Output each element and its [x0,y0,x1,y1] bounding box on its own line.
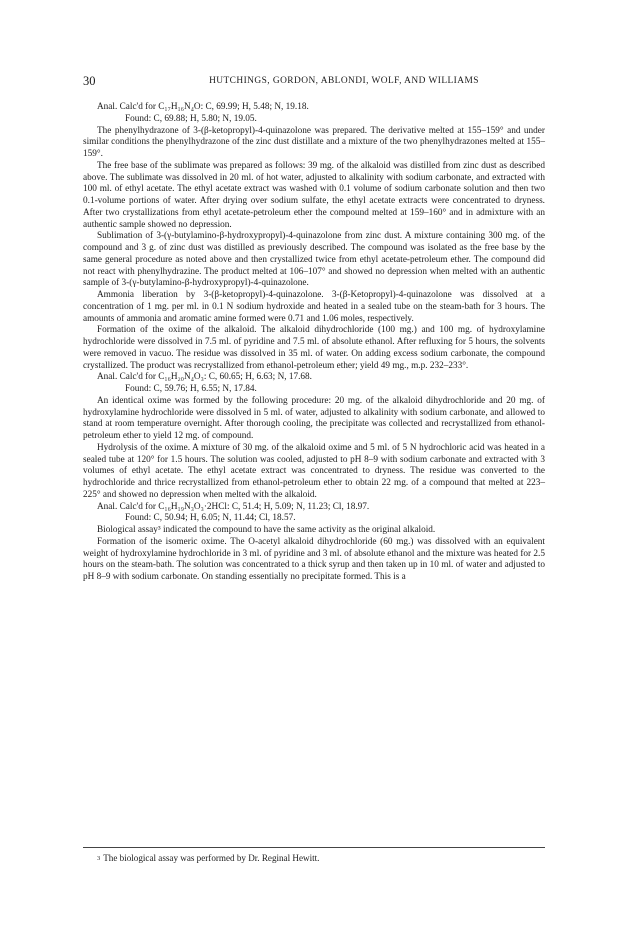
paragraph: Ammonia liberation by 3-(β-ketopropyl)-4-quinazolone. 3-(β-Ketopropyl)-4-quinazolone was dissolved at a concentration of 1 mg. per ml. in 0.1 N sodium hydroxide and heated in a sealed tube on the steam-bath for 3 hours. The amounts of ammonia and aromatic amine formed were 0.71 and 1.06 moles, respectively. [83,290,545,324]
paragraph: Hydrolysis of the oxime. A mixture of 30 mg. of the alkaloid oxime and 5 ml. of 5 N hydrochloric acid was heated in a sealed tube at 120° for 1.5 hours. The solution was cooled, adjusted to pH 8–9 with sodium carbonate and extracted with 3 volumes of ethyl acetate. The ethyl acetate extract was concentrated to dryness. The residue was converted to the hydrochloride and thrice recrystallized from ethanol-petroleum ether to obtain 22 mg. of a compound that melted at 223–225° and showed no depression when melted with the alkaloid. [83,442,545,500]
paragraph: The free base of the sublimate was prepared as follows: 39 mg. of the alkaloid was distilled from zinc dust as described above. The sublimate was dissolved in 20 ml. of hot water, adjusted to alkalinity with sodium carbonate, and extracted with 100 ml. of ethyl acetate. The ethyl acetate extract was washed with 0.1 volume of sodium carbonate solution and then two 0.1-volume portions of water. After drying over sodium sulfate, the ethyl acetate extracts were concentrated to dryness. After two crystallizations from ethyl acetate-petroleum ether the compound melted at 159–160° and in admixture with an authentic sample showed no depression. [83,160,545,230]
paragraph: Anal. Calc'd for C₁₇H₁₆N₄O: C, 69.99; H, 5.48; N, 19.18. [97,102,309,112]
page-header [83,74,545,88]
paragraph: Found: C, 69.88; H, 5.80; N, 19.05. [125,113,257,124]
page-number: 30 [83,74,96,88]
footnote-mark: 3 [97,855,101,862]
paragraph: Biological assay³ indicated the compound to have the same activity as the original alkaloid. [97,525,436,535]
paragraph: Found: C, 50.94; H, 6.05; N, 11.44; Cl, 18.57. [125,513,296,524]
paragraph: Anal. Calc'd for C₁₆H₁₉N₃O₃·2HCl: C, 51.4; H, 5.09; N, 11.23; Cl, 18.97. [97,501,370,512]
footnote-divider [83,847,545,848]
paragraph: Formation of the oxime of the alkaloid. The alkaloid dihydrochloride (100 mg.) and 100 mg. of hydroxylamine hydrochloride were dissolved in 7.5 ml. of pyridine and 7.5 ml. of absolute ethanol. After refluxing for 5 hours, the solvents were removed in vacuo. The residue was dissolved in 35 ml. of water. On adding excess sodium carbonate, the compound crystallized. The product was recrystallized from ethanol-petroleum ether; yield 49 mg., m.p. 232–233°. [83,325,545,371]
paragraph: An identical oxime was formed by the following procedure: 20 mg. of the alkaloid dihydrochloride and 20 mg. of hydroxylamine hydrochloride were dissolved in 5 ml. of water, adjusted to alkalinity with sodium carbonate, and allowed to stand at room temperature overnight. After thorough cooling, the precipitate was collected and recrystallized from ethanol-petroleum ether to yield 12 mg. of compound. [83,395,545,441]
paragraph: The phenylhydrazone of 3-(β-ketopropyl)-4-quinazolone was prepared. The derivative melted at 155–159° and under similar conditions the phenylhydrazone of the zinc dust distillate and a mixture of the two phenylhydrazones melted at 155–159°. [83,125,545,159]
footnote [83,853,545,864]
body-text [83,102,545,584]
paragraph: Formation of the isomeric oxime. The O-acetyl alkaloid dihydrochloride (60 mg.) was dissolved with an equivalent weight of hydroxylamine hydrochloride in 3 ml. of pyridine and 3 ml. of absolute ethanol and the mixture was heated for 2.5 hours on the steam-bath. The solution was concentrated to a thick syrup and then taken up in 10 ml. of water and adjusted to pH 8–9 with sodium carbonate. On standing essentially no precipitate formed. This is a [83,536,545,582]
paragraph: Sublimation of 3-(γ-butylamino-β-hydroxypropyl)-4-quinazolone from zinc dust. A mixture containing 300 mg. of the compound and 3 g. of zinc dust was distilled as previously described. The compound was isolated as the free base by the same general procedure as noted above and then crystallized twice from ethyl acetate-petroleum ether. The compound did not react with phenylhydrazine. The product melted at 106–107° and showed no depression when melted with an authentic sample of 3-(γ-butylamino-β-hydroxypropyl)-4-quinazolone. [83,231,545,289]
running-head-authors: HUTCHINGS, GORDON, ABLONDI, WOLF, AND WILLIAMS [209,76,479,86]
paragraph: Anal. Calc'd for C₁₆H₂₀N₄O₃: C, 60.65; H, 6.63; N, 17.68. [97,372,312,383]
footnote-text: The biological assay was performed by Dr. Reginal Hewitt. [103,853,320,863]
paragraph: Found: C, 59.76; H, 6.55; N, 17.84. [125,384,257,394]
